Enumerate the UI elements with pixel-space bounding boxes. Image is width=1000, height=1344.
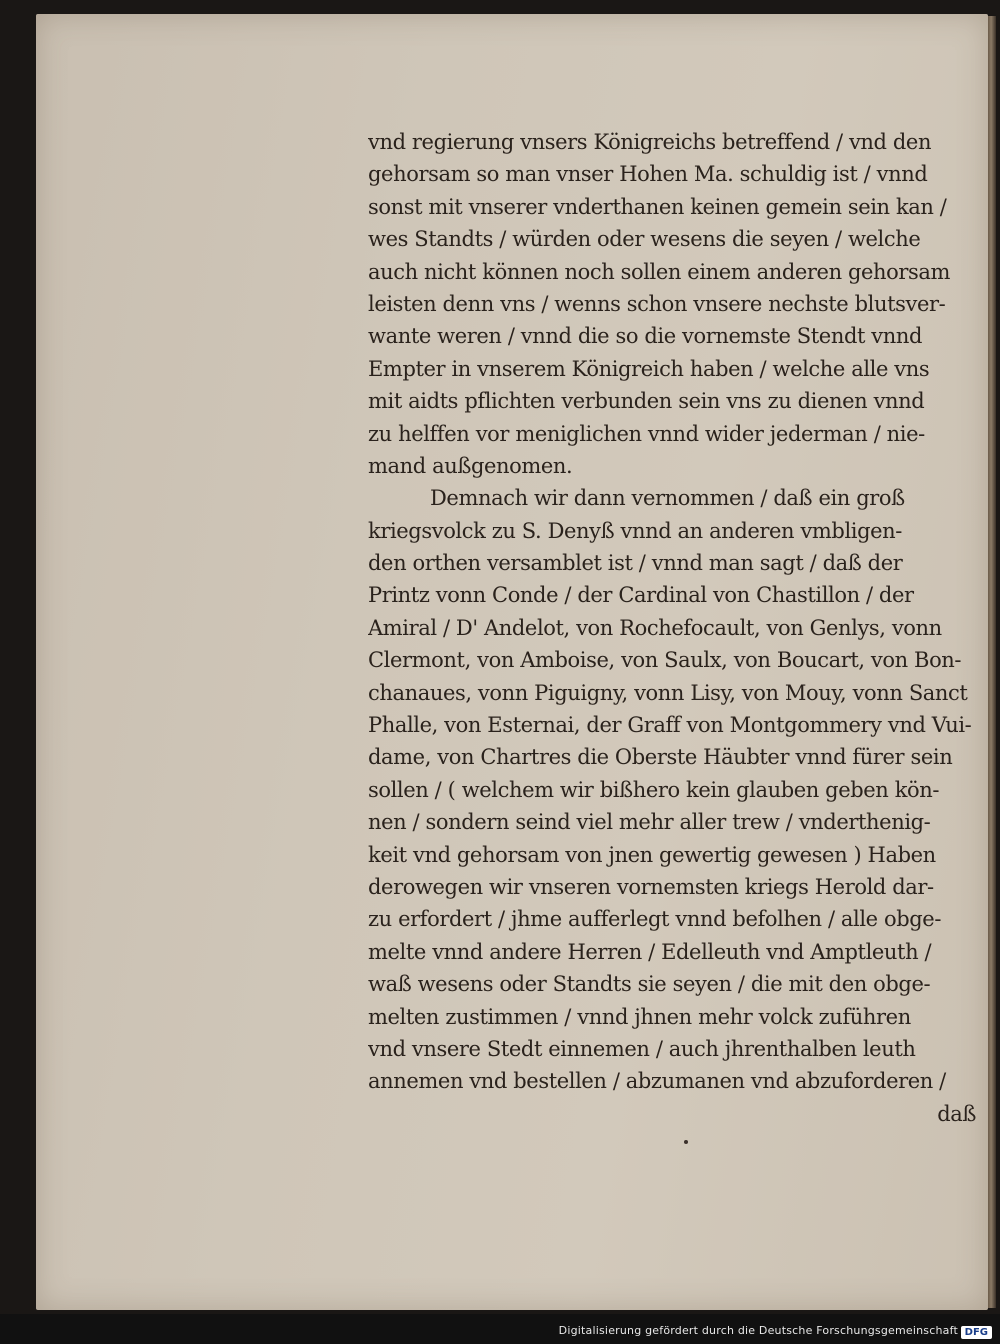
text-line: vnd regierung vnsers Königreichs betreffend / vnd den xyxy=(368,130,932,154)
funding-credit: Digitalisierung gefördert durch die Deutsche Forschungsgemeinschaft xyxy=(558,1324,958,1337)
text-line: sollen / ( welchem wir bißhero kein glauben geben kön- xyxy=(368,777,940,802)
text-line: Amiral / D' Andelot, von Rochefocault, von Genlys, vonn xyxy=(368,615,942,640)
text-line: auch nicht können noch sollen einem anderen gehorsam xyxy=(368,259,951,284)
text-line: waß wesens oder Standts sie seyen / die mit den obge- xyxy=(368,972,931,997)
text-line: leisten denn vns / wenns schon vnsere nechste blutsver- xyxy=(368,291,946,316)
text-line: kriegsvolck zu S. Denyß vnnd an anderen vmbligen- xyxy=(368,518,902,543)
paragraph-start: Demnach wir dann vernommen / daß ein groß xyxy=(430,486,905,511)
text-line: nen / sondern seind viel mehr aller trew / vnderthenig- xyxy=(368,810,931,835)
text-line: zu helffen vor meniglichen vnnd wider jederman / nie- xyxy=(368,421,925,446)
footer-bar xyxy=(0,1314,1000,1344)
book-page xyxy=(36,14,988,1310)
text-block xyxy=(368,126,988,1130)
text-line: mit aidts pflichten verbunden sein vns zu dienen vnnd xyxy=(368,389,925,414)
text-line: sonst mit vnserer vnderthanen keinen gemein sein kan / xyxy=(368,194,947,219)
text-line: melten zustimmen / vnnd jhnen mehr volck zuführen xyxy=(368,1004,911,1029)
page-edge xyxy=(988,16,996,1308)
text-line: annemen vnd bestellen / abzumanen vnd abzuforderen / xyxy=(368,1069,946,1094)
text-line: den orthen versamblet ist / vnnd man sagt / daß der xyxy=(368,551,903,576)
text-line: Printz vonn Conde / der Cardinal von Chastillon / der xyxy=(368,583,914,608)
text-line: mand außgenomen. xyxy=(368,453,573,478)
text-line: melte vnnd andere Herren / Edelleuth vnd Amptleuth / xyxy=(368,939,932,964)
text-line: gehorsam so man vnser Hohen Ma. schuldig ist / vnnd xyxy=(368,162,928,187)
paper-speck xyxy=(684,1140,688,1144)
text-line: chanaues, vonn Piguigny, vonn Lisy, von Mouy, vonn Sanct xyxy=(368,680,968,705)
text-line: wante weren / vnnd die so die vornemste Stendt vnnd xyxy=(368,324,923,349)
catchword: daß xyxy=(937,1101,976,1126)
text-line: dame, von Chartres die Oberste Häubter vnnd fürer sein xyxy=(368,745,953,770)
text-line: Clermont, von Amboise, von Saulx, von Boucart, von Bon- xyxy=(368,648,962,673)
text-line: Empter in vnserem Königreich haben / welche alle vns xyxy=(368,356,930,381)
text-line: derowegen wir vnseren vornemsten kriegs Herold dar- xyxy=(368,874,934,899)
text-line: vnd vnsere Stedt einnemen / auch jhrenthalben leuth xyxy=(368,1036,916,1061)
text-line: keit vnd gehorsam von jnen gewertig gewesen ) Haben xyxy=(368,842,936,867)
dfg-logo-icon: DFG xyxy=(961,1326,992,1339)
text-line: wes Standts / würden oder wesens die seyen / welche xyxy=(368,227,921,252)
text-line: zu erfordert / jhme aufferlegt vnnd befolhen / alle obge- xyxy=(368,907,942,932)
text-line: Phalle, von Esternai, der Graff von Montgommery vnd Vui- xyxy=(368,713,972,738)
